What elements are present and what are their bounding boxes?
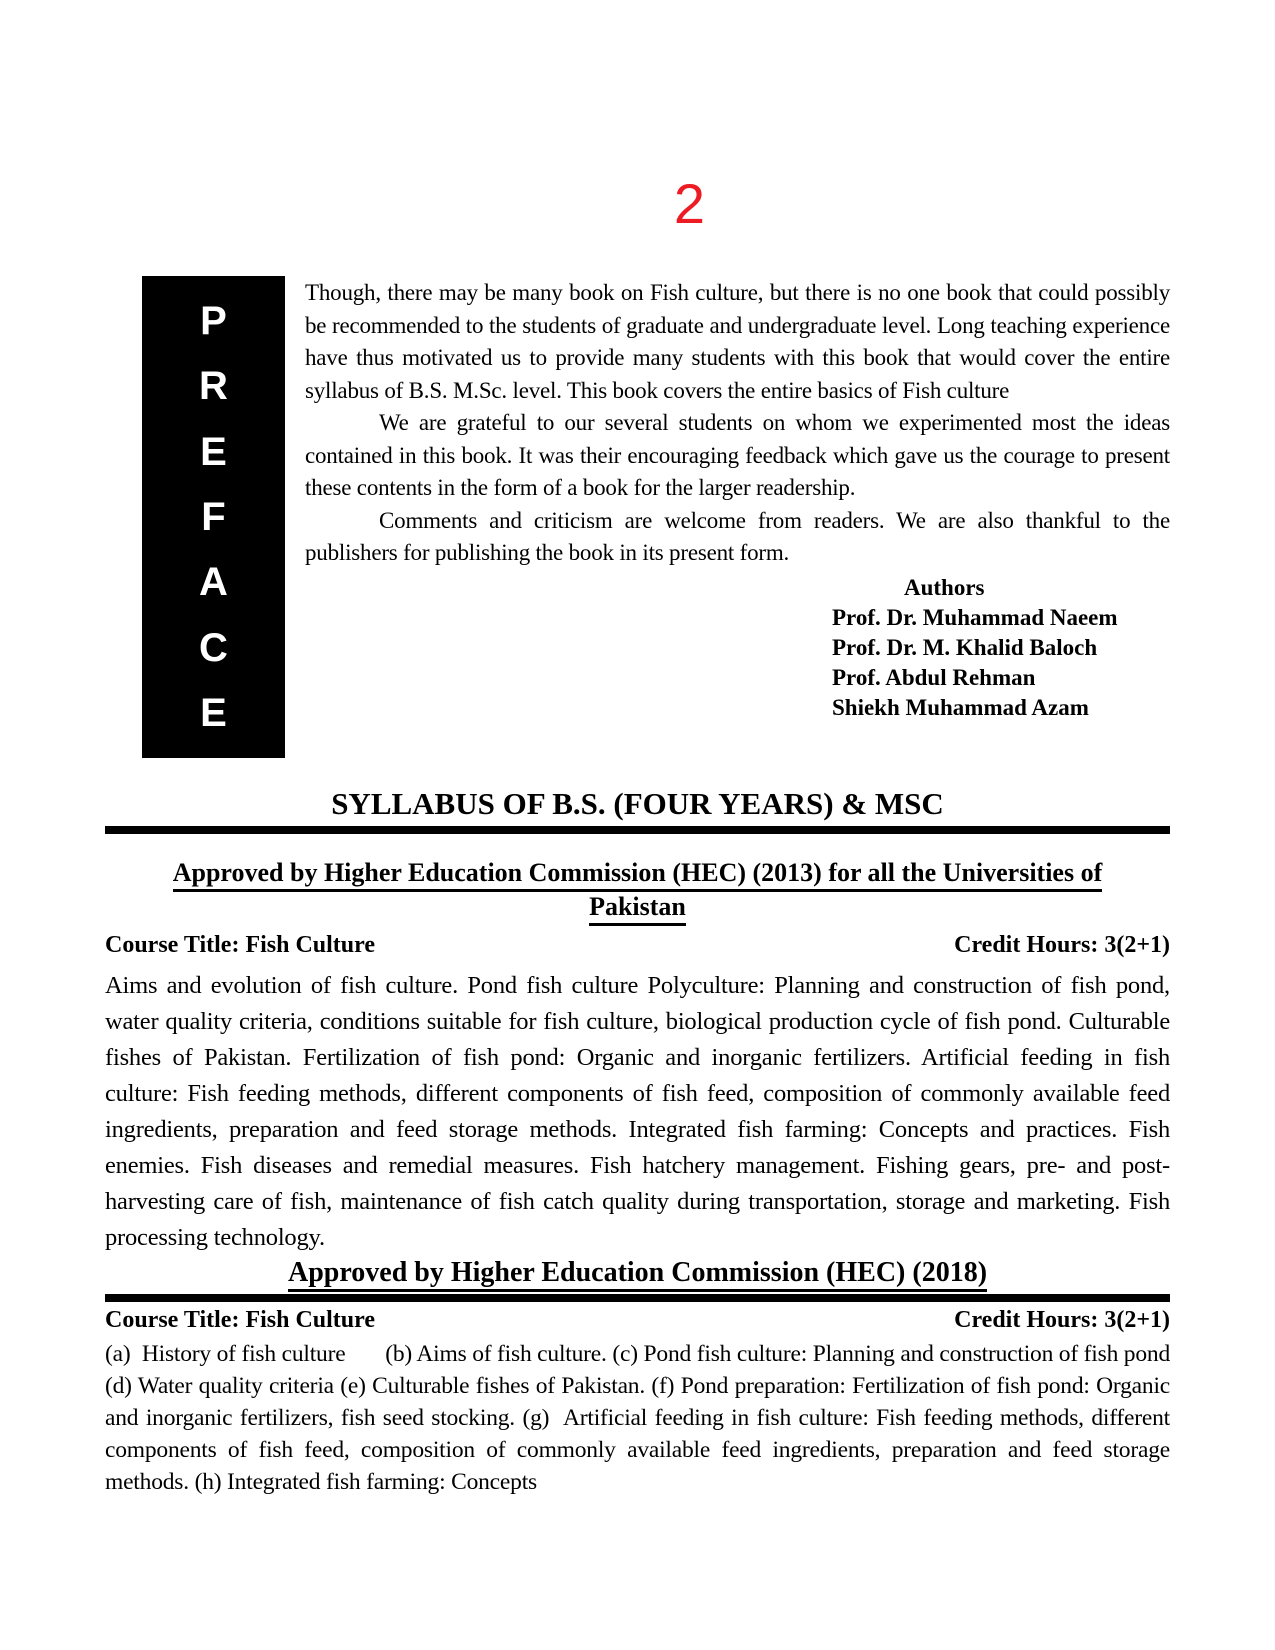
preface-letter: F [201, 494, 226, 539]
course-description-2018: (a) History of fish culture (b) Aims of fish culture. (c) Pond fish culture: Planning and construction of fish pond (d) Water quality criteria (e) Culturable fishes of Pakistan. (f) Pond preparation: Fertilization of fish pond: Organic and inorganic fertilizers, fish seed stocking. (g) Artificial feeding in fish culture: Fish feeding methods, different components of fish feed, composition of commonly available feed ingredients, preparation and feed storage methods. (h) Integrated fish farming: Concepts [105, 1341, 1170, 1495]
preface-letter: A [199, 560, 228, 605]
syllabus-title: SYLLABUS OF B.S. (FOUR YEARS) & MSC [331, 786, 944, 821]
preface-letter: P [200, 299, 227, 343]
authors-block [832, 573, 1170, 723]
course-info-row-2018 [105, 1305, 1170, 1335]
approved-heading-2018 [0, 1258, 1275, 1292]
author-name: Prof. Dr. Muhammad Naeem [832, 604, 1118, 630]
author-name: Shiekh Muhammad Azam [832, 694, 1089, 720]
preface-section [142, 276, 1170, 758]
author-name: Prof. Dr. M. Khalid Baloch [832, 634, 1098, 660]
preface-letter: E [200, 690, 227, 735]
approved-heading-2013-line2 [0, 892, 1275, 926]
authors-label: Authors [904, 574, 985, 600]
approved-heading-2018-text: Approved by Higher Education Commission (HEC) (2018) [288, 1258, 987, 1292]
preface-letter: R [199, 364, 228, 409]
author-name: Prof. Abdul Rehman [832, 664, 1036, 690]
preface-paragraph: We are grateful to our several students on whom we experimented most the ideas contained in this book. It was their encouraging feedback which gave us the courage to present these contents in the form of a book for the larger readership. [305, 410, 1170, 500]
approved-heading-2013-text2: Pakistan [589, 892, 686, 926]
credit-hours: Credit Hours: 3(2+1) [954, 932, 1170, 958]
section-divider [105, 1294, 1170, 1302]
preface-letter: E [200, 429, 227, 474]
course-title: Course Title: Fish Culture [105, 1307, 376, 1333]
course-description-2013: Aims and evolution of fish culture. Pond fish culture Polyculture: Planning and construction of fish pond, water quality criteria, conditions suitable for fish culture, biological production cycle of fish pond. Culturable fishes of Pakistan. Fertilization of fish pond: Organic and inorganic fertilizers. Artificial feeding in fish culture: Fish feeding methods, different components of fish feed, composition of commonly available feed ingredients, preparation and feed storage methods. Integrated fish farming: Concepts and practices. Fish enemies. Fish diseases and remedial measures. Fish hatchery management. Fishing gears, pre- and post-harvesting care of fish, maintenance of fish catch quality during transportation, storage and marketing. Fish processing technology. [105, 972, 1170, 1251]
approved-heading-2013-text1: Approved by Higher Education Commission (HEC) (2013) for all the Universities of [173, 858, 1103, 892]
preface-paragraph: Though, there may be many book on Fish culture, but there is no one book that could possibly be recommended to the students of graduate and undergraduate level. Long teaching experience have thus motivated us to provide many students with this book that would cover the entire syllabus of B.S. M.Sc. level. This book covers the entire basics of Fish culture [305, 280, 1170, 403]
course-info-row-2013 [105, 930, 1170, 960]
page-number: 2 [673, 172, 706, 235]
credit-hours: Credit Hours: 3(2+1) [954, 1307, 1170, 1333]
preface-vertical-banner [142, 276, 285, 758]
section-divider [105, 826, 1170, 834]
course-title: Course Title: Fish Culture [105, 932, 376, 958]
preface-paragraph: Comments and criticism are welcome from readers. We are also thankful to the publishers for publishing the book in its present form. [305, 507, 1170, 565]
preface-letter: C [199, 625, 228, 670]
approved-heading-2013-line1 [0, 858, 1275, 892]
preface-text-column [305, 276, 1170, 723]
